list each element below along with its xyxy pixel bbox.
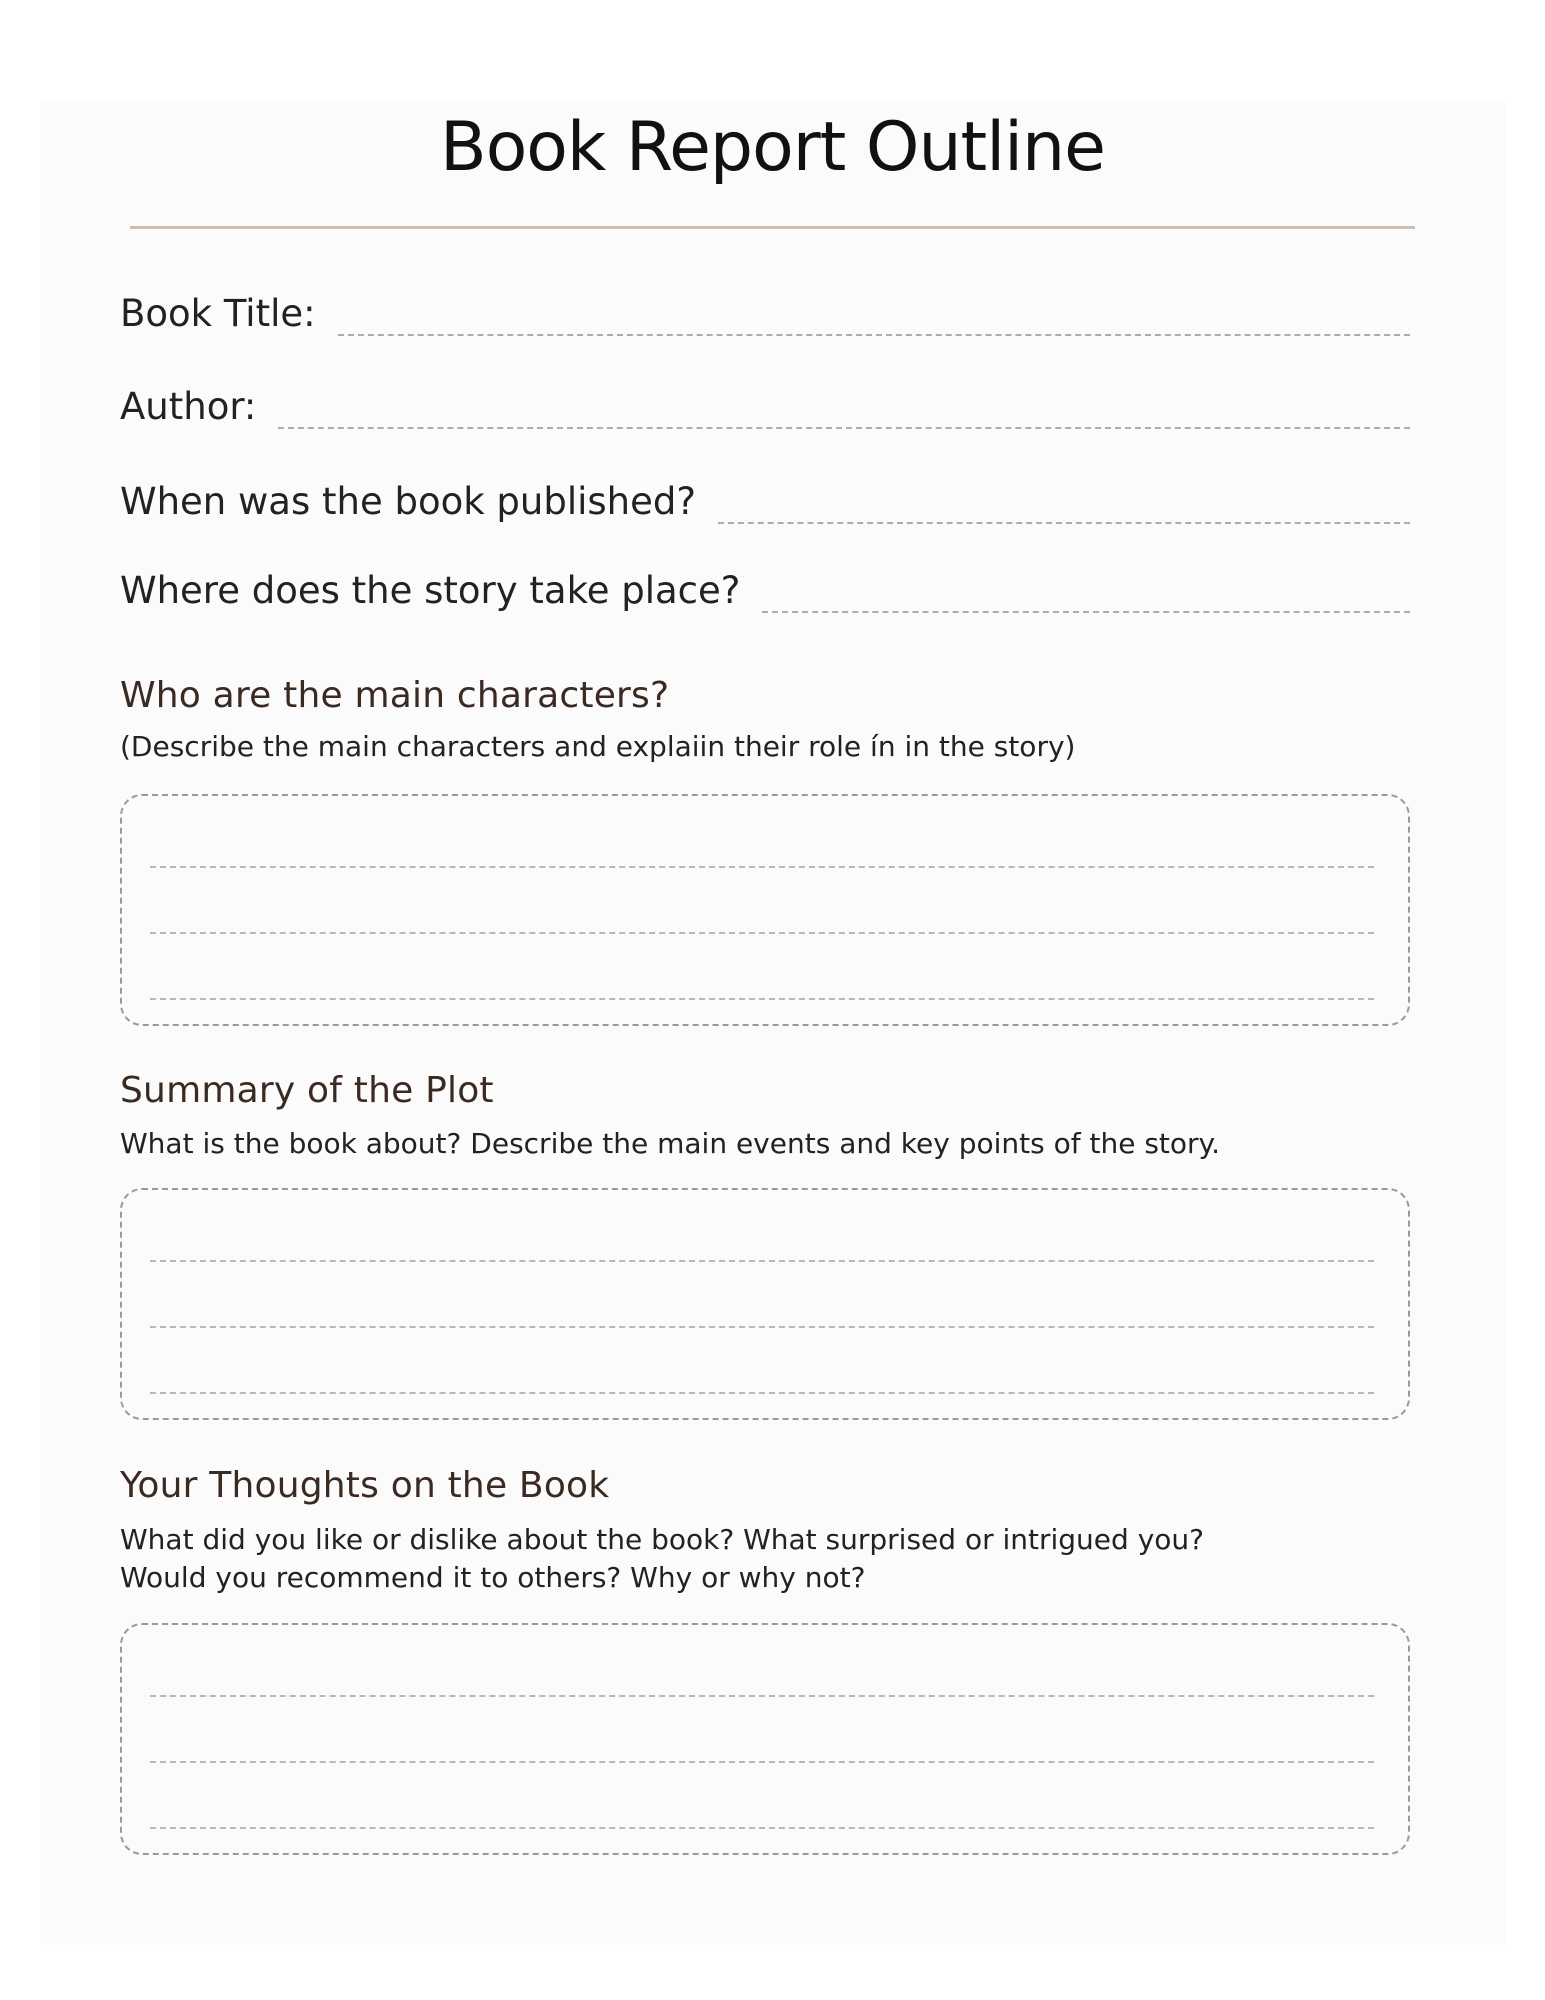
published-label: When was the book published? — [120, 480, 697, 523]
characters-answer-line — [150, 932, 1374, 934]
plot-answer-box[interactable] — [120, 1188, 1410, 1420]
characters-description: (Describe the main characters and explaiin their role ín in the story) — [120, 730, 1076, 763]
book-title-field — [120, 276, 1410, 336]
plot-description: What is the book about? Describe the main events and key points of the story. — [120, 1127, 1221, 1160]
title-divider — [130, 226, 1415, 229]
thoughts-answer-box[interactable] — [120, 1623, 1410, 1855]
page-title: Book Report Outline — [440, 108, 1105, 187]
characters-heading: Who are the main characters? — [120, 675, 670, 716]
published-input-line[interactable] — [718, 522, 1410, 524]
thoughts-answer-line — [150, 1695, 1374, 1697]
thoughts-description-line-2: Would you recommend it to others? Why or why not? — [120, 1561, 866, 1594]
author-field — [120, 369, 1410, 429]
thoughts-answer-line — [150, 1827, 1374, 1829]
author-label: Author: — [120, 385, 257, 428]
characters-answer-line — [150, 866, 1374, 868]
setting-input-line[interactable] — [762, 611, 1410, 613]
published-field — [120, 464, 1410, 524]
author-input-line[interactable] — [278, 427, 1410, 429]
plot-heading: Summary of the Plot — [120, 1070, 494, 1111]
setting-label: Where does the story take place? — [120, 569, 741, 612]
characters-answer-box[interactable] — [120, 794, 1410, 1026]
book-title-input-line[interactable] — [338, 334, 1410, 336]
setting-field — [120, 553, 1410, 613]
plot-answer-line — [150, 1392, 1374, 1394]
thoughts-description-line-1: What did you like or dislike about the book? What surprised or intrigued you? — [120, 1523, 1205, 1556]
plot-answer-line — [150, 1260, 1374, 1262]
plot-answer-line — [150, 1326, 1374, 1328]
thoughts-heading: Your Thoughts on the Book — [120, 1465, 610, 1506]
thoughts-answer-line — [150, 1761, 1374, 1763]
book-title-label: Book Title: — [120, 292, 316, 335]
characters-answer-line — [150, 998, 1374, 1000]
